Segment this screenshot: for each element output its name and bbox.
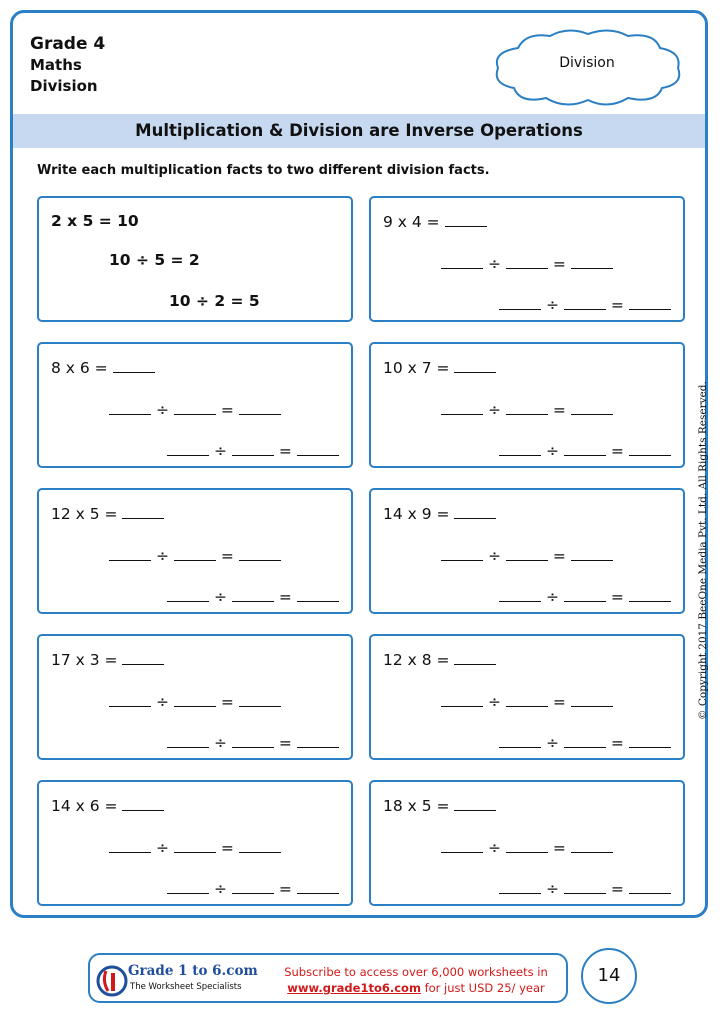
divide-sign: ÷ [487, 547, 501, 565]
equals-sign: = [552, 693, 566, 711]
dividend-blank[interactable] [167, 733, 209, 748]
equals-sign: = [220, 693, 234, 711]
product-answer-blank[interactable] [122, 504, 164, 519]
divisor-blank[interactable] [232, 733, 274, 748]
divisor-blank[interactable] [506, 692, 548, 707]
dividend-blank[interactable] [109, 400, 151, 415]
divide-sign: ÷ [155, 547, 169, 565]
division-fact-line-2 [499, 441, 671, 460]
problem-box [369, 780, 685, 906]
divisor-blank[interactable] [174, 838, 216, 853]
divide-sign: ÷ [487, 255, 501, 273]
promo-line-1: Subscribe to access over 6,000 worksheets in [284, 965, 548, 979]
division-fact-line-2 [167, 879, 339, 898]
quotient-blank[interactable] [629, 879, 671, 894]
quotient-blank[interactable] [571, 838, 613, 853]
topic-label: Division [30, 77, 98, 95]
divisor-blank[interactable] [174, 546, 216, 561]
footer-banner [88, 953, 568, 1003]
equals-sign: = [220, 547, 234, 565]
product-answer-blank[interactable] [122, 796, 164, 811]
divide-sign: ÷ [545, 734, 559, 752]
quotient-blank[interactable] [571, 400, 613, 415]
quotient-blank[interactable] [629, 441, 671, 456]
multiplication-fact: 10 x 7 = [383, 359, 450, 377]
promo-price: for just USD 25/ year [420, 981, 545, 995]
multiplication-fact: 18 x 5 = [383, 797, 450, 815]
divisor-blank[interactable] [174, 692, 216, 707]
page-number: 14 [581, 948, 637, 1004]
equals-sign: = [278, 588, 292, 606]
division-fact-line-2 [499, 733, 671, 752]
divisor-blank[interactable] [506, 400, 548, 415]
divide-sign: ÷ [155, 693, 169, 711]
multiplication-fact-line [51, 358, 155, 377]
division-fact-line-2 [499, 587, 671, 606]
division-fact-line-2 [499, 879, 671, 898]
worksheet-title: Multiplication & Division are Inverse Operations [13, 114, 705, 148]
divisor-blank[interactable] [232, 441, 274, 456]
divide-sign: ÷ [213, 442, 227, 460]
divide-sign: ÷ [545, 880, 559, 898]
divide-sign: ÷ [213, 880, 227, 898]
equals-sign: = [220, 839, 234, 857]
equals-sign: = [220, 401, 234, 419]
dividend-blank[interactable] [167, 441, 209, 456]
product-answer-blank[interactable] [445, 212, 487, 227]
dividend-blank[interactable] [167, 879, 209, 894]
divide-sign: ÷ [213, 588, 227, 606]
dividend-blank[interactable] [167, 587, 209, 602]
equals-sign: = [278, 734, 292, 752]
footer-brand[interactable]: Grade 1 to 6.com [128, 963, 258, 979]
grade-label: Grade 4 [30, 34, 106, 54]
multiplication-fact: 9 x 4 = [383, 213, 440, 231]
division-fact-line-2 [167, 441, 339, 460]
dividend-blank[interactable] [499, 441, 541, 456]
equals-sign: = [610, 734, 624, 752]
equals-sign: = [552, 547, 566, 565]
subscribe-promo [266, 964, 566, 996]
quotient-blank[interactable] [297, 441, 339, 456]
product-answer-blank[interactable] [454, 796, 496, 811]
topic-badge: Division [559, 55, 615, 71]
equals-sign: = [552, 839, 566, 857]
problem-box [369, 634, 685, 760]
equals-sign: = [552, 255, 566, 273]
dividend-blank[interactable] [441, 546, 483, 561]
divisor-blank[interactable] [564, 733, 606, 748]
promo-line-2 [266, 980, 566, 996]
equals-sign: = [552, 401, 566, 419]
product-answer-blank[interactable] [454, 504, 496, 519]
multiplication-fact: 8 x 6 = [51, 359, 108, 377]
multiplication-fact: 17 x 3 = [51, 651, 118, 669]
dividend-blank[interactable] [499, 879, 541, 894]
division-fact-line-2 [167, 733, 339, 752]
grade1to6-logo-icon [96, 959, 132, 999]
problem-box [369, 342, 685, 468]
quotient-blank[interactable] [571, 692, 613, 707]
divisor-blank[interactable] [506, 838, 548, 853]
quotient-blank[interactable] [629, 733, 671, 748]
equals-sign: = [610, 588, 624, 606]
dividend-blank[interactable] [499, 587, 541, 602]
dividend-blank[interactable] [441, 692, 483, 707]
multiplication-fact: 14 x 9 = [383, 505, 450, 523]
dividend-blank[interactable] [109, 838, 151, 853]
quotient-blank[interactable] [239, 546, 281, 561]
quotient-blank[interactable] [297, 587, 339, 602]
problem-box [37, 634, 353, 760]
multiplication-fact-line [51, 504, 164, 523]
divisor-blank[interactable] [174, 400, 216, 415]
quotient-blank[interactable] [239, 692, 281, 707]
problem-box [37, 780, 353, 906]
dividend-blank[interactable] [109, 692, 151, 707]
problem-box [37, 488, 353, 614]
dividend-blank[interactable] [441, 838, 483, 853]
division-fact-line-2 [167, 587, 339, 606]
quotient-blank[interactable] [297, 879, 339, 894]
division-fact-line-1 [441, 838, 613, 857]
equals-sign: = [610, 880, 624, 898]
equals-sign: = [610, 296, 624, 314]
example-box [37, 196, 353, 322]
divide-sign: ÷ [155, 839, 169, 857]
quotient-blank[interactable] [629, 587, 671, 602]
divisor-blank[interactable] [506, 254, 548, 269]
multiplication-fact: 14 x 6 = [51, 797, 118, 815]
divide-sign: ÷ [487, 401, 501, 419]
website-link[interactable]: www.grade1to6.com [287, 981, 421, 995]
divide-sign: ÷ [545, 296, 559, 314]
equals-sign: = [610, 442, 624, 460]
quotient-blank[interactable] [297, 733, 339, 748]
dividend-blank[interactable] [499, 295, 541, 310]
multiplication-fact-line [383, 358, 496, 377]
division-fact-line-1 [441, 546, 613, 565]
divide-sign: ÷ [487, 839, 501, 857]
divide-sign: ÷ [545, 588, 559, 606]
multiplication-fact-line [383, 212, 487, 231]
subject-label: Maths [30, 56, 82, 74]
example-fact: 2 x 5 = 10 [51, 212, 139, 230]
division-fact-line-1 [109, 838, 281, 857]
multiplication-fact-line [51, 796, 164, 815]
divisor-blank[interactable] [564, 295, 606, 310]
divide-sign: ÷ [487, 693, 501, 711]
product-answer-blank[interactable] [122, 650, 164, 665]
division-fact-line-1 [109, 546, 281, 565]
quotient-blank[interactable] [239, 838, 281, 853]
multiplication-fact-line [383, 796, 496, 815]
dividend-blank[interactable] [441, 400, 483, 415]
divisor-blank[interactable] [232, 879, 274, 894]
product-answer-blank[interactable] [113, 358, 155, 373]
divisor-blank[interactable] [564, 879, 606, 894]
quotient-blank[interactable] [571, 254, 613, 269]
divisor-blank[interactable] [232, 587, 274, 602]
quotient-blank[interactable] [239, 400, 281, 415]
divide-sign: ÷ [545, 442, 559, 460]
divisor-blank[interactable] [506, 546, 548, 561]
quotient-blank[interactable] [571, 546, 613, 561]
product-answer-blank[interactable] [454, 650, 496, 665]
multiplication-fact-line [51, 650, 164, 669]
example-division-1: 10 ÷ 5 = 2 [109, 251, 200, 269]
division-fact-line-1 [441, 692, 613, 711]
dividend-blank[interactable] [499, 733, 541, 748]
product-answer-blank[interactable] [454, 358, 496, 373]
example-division-2: 10 ÷ 2 = 5 [169, 292, 260, 310]
divide-sign: ÷ [213, 734, 227, 752]
divisor-blank[interactable] [564, 587, 606, 602]
footer-tagline: The Worksheet Specialists [130, 982, 242, 992]
division-fact-line-1 [441, 254, 613, 273]
dividend-blank[interactable] [441, 254, 483, 269]
worksheet-header [30, 34, 105, 97]
division-fact-line-1 [109, 692, 281, 711]
equals-sign: = [278, 880, 292, 898]
equals-sign: = [278, 442, 292, 460]
division-fact-line-1 [441, 400, 613, 419]
dividend-blank[interactable] [109, 546, 151, 561]
divide-sign: ÷ [155, 401, 169, 419]
problem-box [369, 196, 685, 322]
quotient-blank[interactable] [629, 295, 671, 310]
problem-box [37, 342, 353, 468]
instruction-text: Write each multiplication facts to two different division facts. [37, 163, 490, 178]
division-fact-line-1 [109, 400, 281, 419]
multiplication-fact-line [383, 650, 496, 669]
multiplication-fact-line [383, 504, 496, 523]
problem-box [369, 488, 685, 614]
division-fact-line-2 [499, 295, 671, 314]
multiplication-fact: 12 x 5 = [51, 505, 118, 523]
divisor-blank[interactable] [564, 441, 606, 456]
copyright-notice: © Copyright 2017 BeeOne Media Pvt. Ltd. All Rights Reserved. [697, 381, 709, 720]
multiplication-fact: 12 x 8 = [383, 651, 450, 669]
